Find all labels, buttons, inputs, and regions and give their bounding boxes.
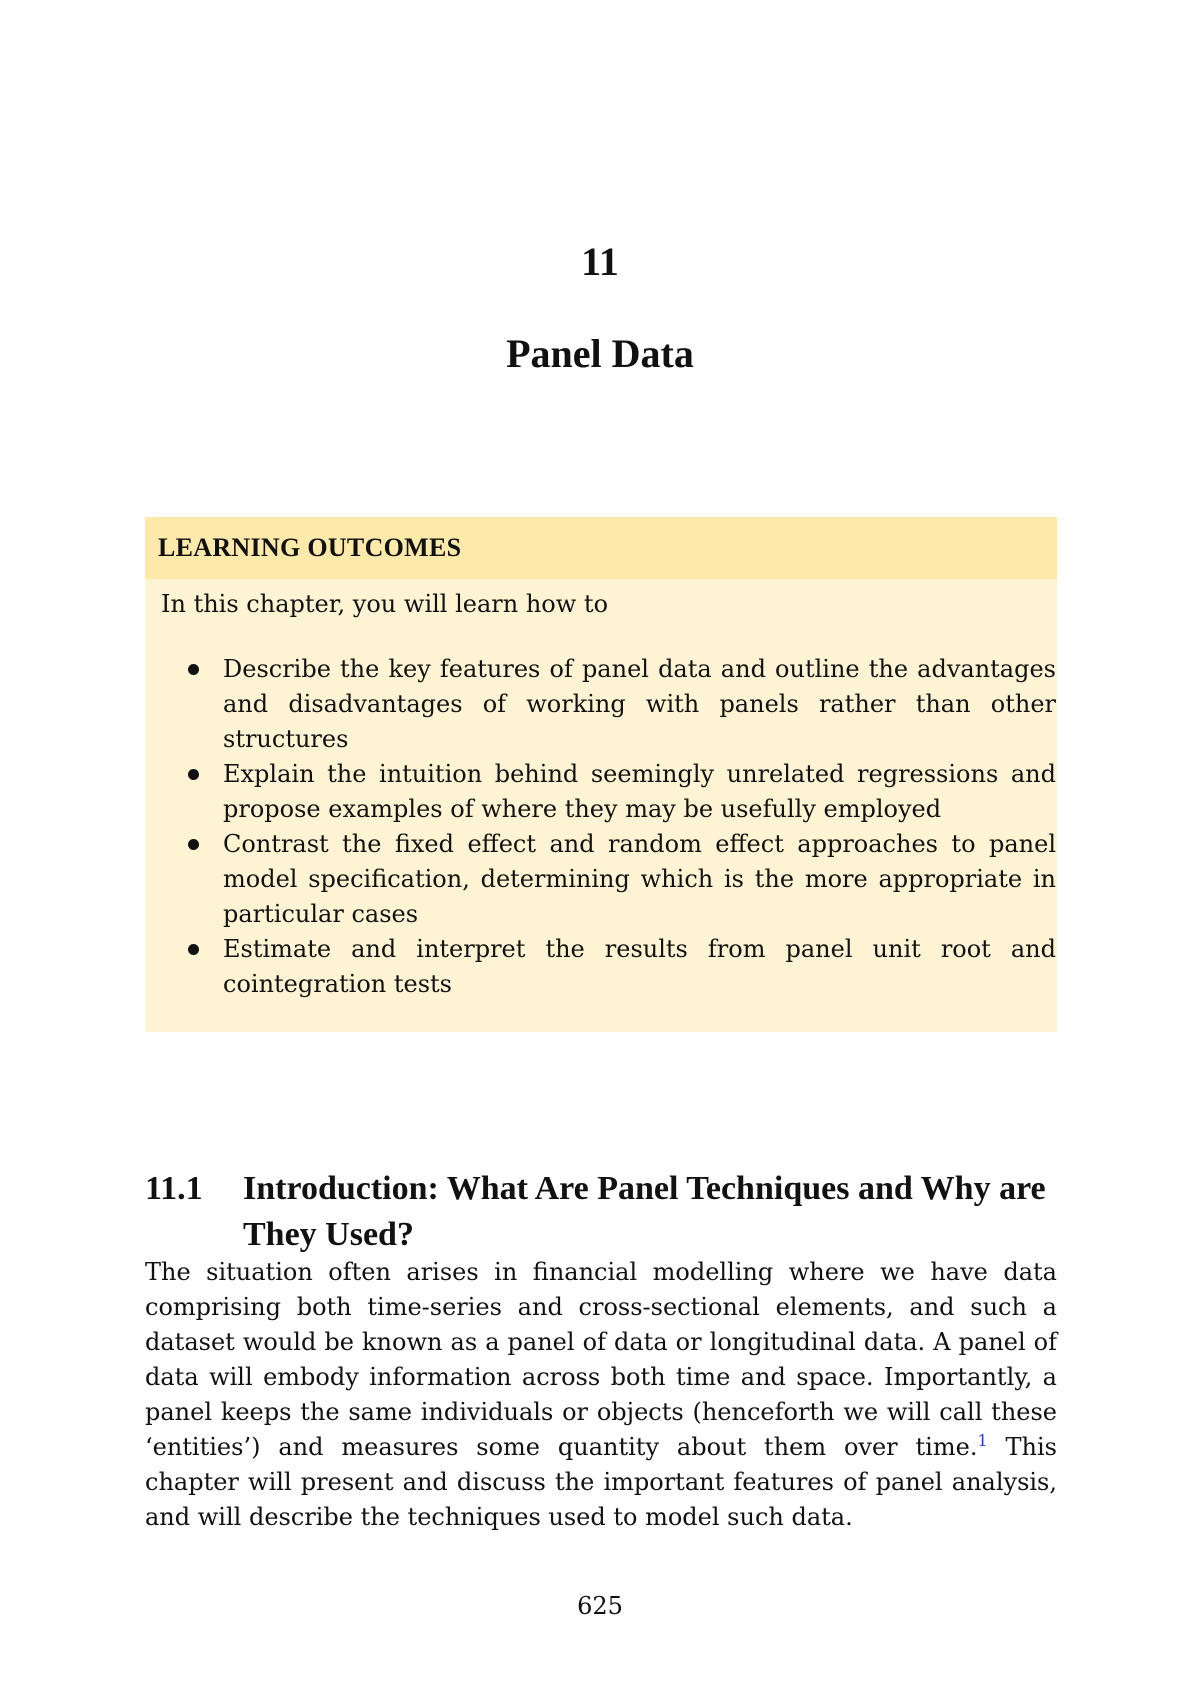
learning-outcomes-box: [145, 517, 1057, 1032]
section-number: 11.1: [145, 1170, 203, 1208]
paragraph-text: The situation often arises in financial modelling where we have data comprising both time-series and cross-sectional elements, and such a dataset would be known as a panel of data or longitudinal data. A panel of data will embody information across both time and space. Importantly, a panel keeps the same individuals or objects (henceforth we will call these ‘entities’) and measures some quantity about them over time.: [145, 1258, 1057, 1461]
learning-outcome-item: [223, 932, 1056, 1002]
bullet-icon: [188, 839, 199, 850]
paragraph-text: This chapter will present and discuss the important features of panel analysis, and will describe the techniques used to model such data.: [145, 1433, 1057, 1531]
page-number: 625: [577, 1592, 623, 1620]
learning-outcome-text: Estimate and interpret the results from panel unit root and cointegration tests: [223, 935, 1056, 998]
learning-outcomes-header: LEARNING OUTCOMES: [145, 517, 1057, 579]
bullet-icon: [188, 944, 199, 955]
learning-outcome-item: [223, 827, 1056, 932]
learning-outcome-item: [223, 757, 1056, 827]
learning-outcomes-list: [145, 652, 1057, 1002]
body-paragraph: [145, 1255, 1057, 1535]
bullet-icon: [188, 664, 199, 675]
bullet-icon: [188, 769, 199, 780]
footnote-link[interactable]: 1: [977, 1431, 988, 1450]
learning-outcomes-intro: In this chapter, you will learn how to: [161, 590, 609, 618]
section-heading: [145, 1166, 1057, 1258]
learning-outcome-text: Describe the key features of panel data and outline the advantages and disadvantages of working with panels rather than other structures: [223, 655, 1056, 753]
chapter-title: Panel Data: [506, 331, 694, 376]
section-title: Introduction: What Are Panel Techniques and Why are They Used?: [243, 1170, 1046, 1254]
learning-outcome-text: Contrast the fixed effect and random effect approaches to panel model specification, determining which is the more appropriate in particular cases: [223, 830, 1056, 928]
chapter-number: 11: [581, 239, 619, 284]
learning-outcome-item: [223, 652, 1056, 757]
learning-outcome-text: Explain the intuition behind seemingly unrelated regressions and propose examples of where they may be usefully employed: [223, 760, 1056, 823]
